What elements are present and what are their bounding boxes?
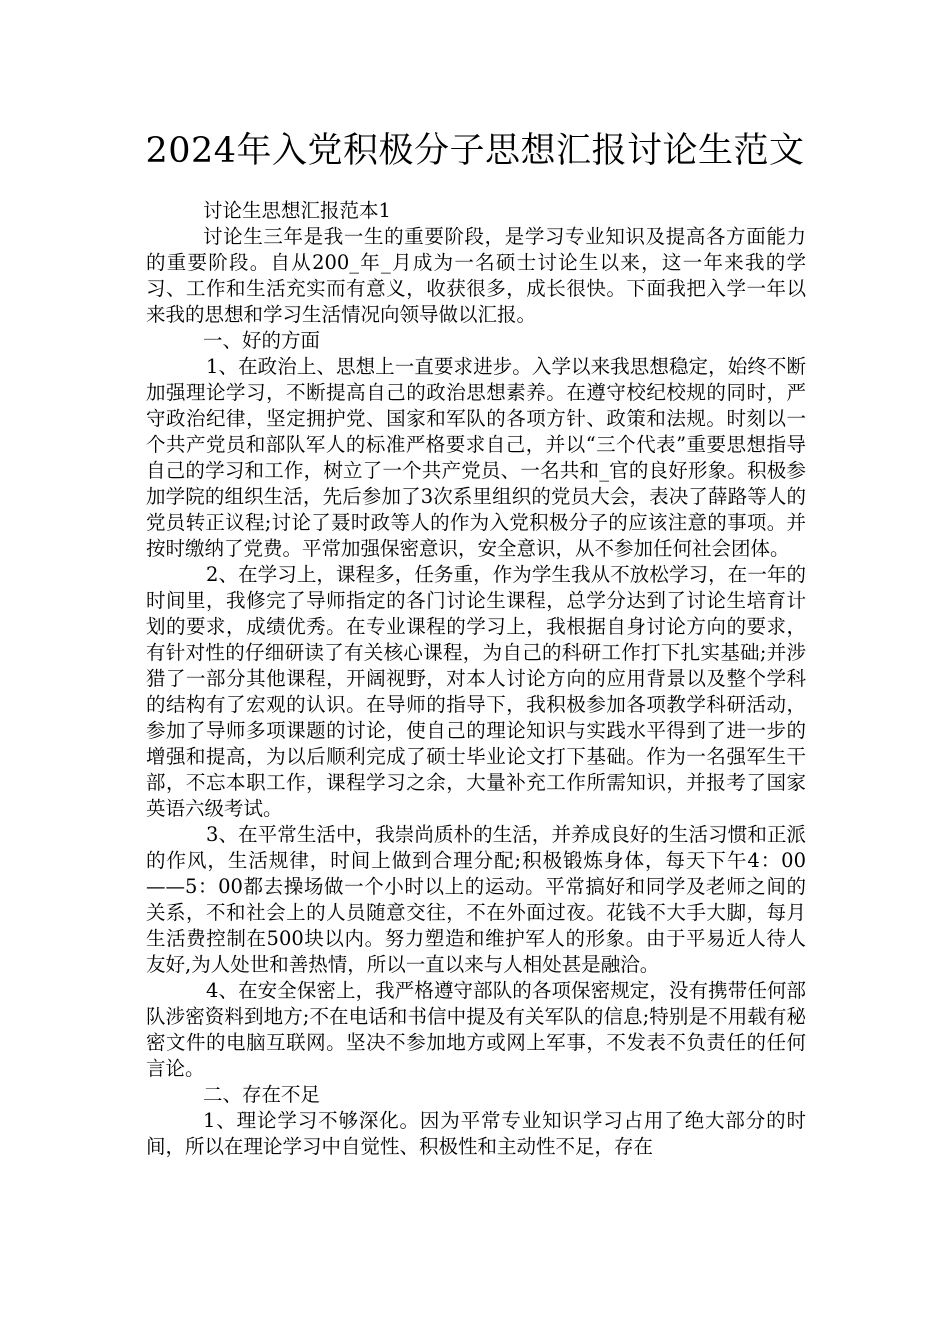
paragraph: 讨论生三年是我一生的重要阶段，是学习专业知识及提高各方面能力的重要阶段。自从200_年_月成为一名硕士讨论生以来，这一年来我的学习、工作和生活充实而有意义，收获很多，成长很快。下面我把入学一年以来我的思想和学习生活情况向领导做以汇报。 (146, 225, 806, 326)
paragraph: 2、在学习上，课程多，任务重，作为学生我从不放松学习，在一年的时间里，我修完了导师指定的各门讨论生课程，总学分达到了讨论生培育计划的要求，成绩优秀。在专业课程的学习上，我根据自身讨论方向的要求，有针对性的仔细研读了有关核心课程，为自己的科研工作打下扎实基础;并涉猎了一部分其他课程，开阔视野，对本人讨论方向的应用背景以及整个学科的结构有了宏观的认识。在导师的指导下，我积极参加各项教学科研活动，参加了导师多项课题的讨论，使自己的理论知识与实践水平得到了进一步的增强和提高，为以后顺利完成了硕士毕业论文打下基础。作为一名强军生干部，不忘本职工作，课程学习之余，大量补充工作所需知识，并报考了国家英语六级考试。 (146, 563, 806, 820)
paragraph: 1、理论学习不够深化。因为平常专业知识学习占用了绝大部分的时间，所以在理论学习中自觉性、积极性和主动性不足，存在 (146, 1109, 806, 1158)
document-title: 2024年入党积极分子思想汇报讨论生范文 (145, 131, 805, 171)
paragraph: 二、存在不足 (203, 1083, 321, 1106)
document-body (146, 198, 806, 1160)
paragraph: 一、好的方面 (203, 329, 321, 352)
paragraph: 3、在平常生活中，我崇尚质朴的生活，并养成良好的生活习惯和正派的作风，生活规律，时间上做到合理分配;积极锻炼身体，每天下午4：00——5：00都去操场做一个小时以上的运动。平常搞好和同学及老师之间的关系，不和社会上的人员随意交往，不在外面过夜。花钱不大手大脚，每月生活费控制在500块以内。努力塑造和维护军人的形象。由于平易近人待人友好,为人处世和善热情，所以一直以来与人相处甚是融洽。 (146, 823, 806, 976)
paragraph: 讨论生思想汇报范本1 (203, 199, 391, 222)
paragraph: 4、在安全保密上，我严格遵守部队的各项保密规定，没有携带任何部队涉密资料到地方;不在电话和书信中提及有关军队的信息;特别是不用载有秘密文件的电脑互联网。坚决不参加地方或网上军事，不发表不负责任的任何言论。 (146, 979, 806, 1080)
paragraph: 1、在政治上、思想上一直要求进步。入学以来我思想稳定，始终不断加强理论学习，不断提高自己的政治思想素养。在遵守校纪校规的同时，严守政治纪律，坚定拥护党、国家和军队的各项方针、政策和法规。时刻以一个共产党员和部队军人的标准严格要求自己，并以“三个代表”重要思想指导自己的学习和工作，树立了一个共产党员、一名共和_官的良好形象。积极参加学院的组织生活，先后参加了3次系里组织的党员大会，表决了薛路等人的党员转正议程;讨论了聂时政等人的作为入党积极分子的应该注意的事项。并按时缴纳了党费。平常加强保密意识，安全意识，从不参加任何社会团体。 (146, 355, 806, 560)
